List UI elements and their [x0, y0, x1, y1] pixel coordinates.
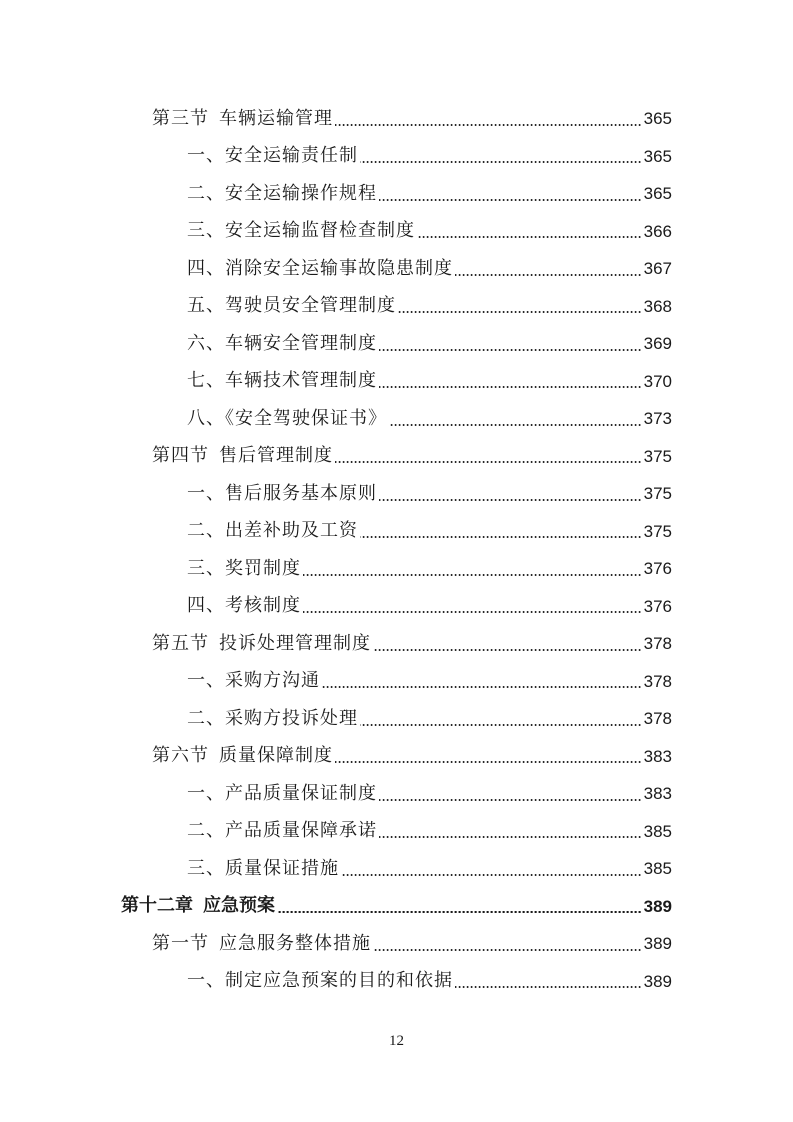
toc-entry-page: 368: [643, 296, 672, 316]
toc-entry-title: 《安全驾驶保证书》: [225, 407, 387, 429]
toc-entry-number: 二、: [187, 707, 225, 729]
toc-entry-page: 375: [643, 484, 672, 504]
dot-leader: [360, 536, 642, 538]
toc-entry-title: 质量保障制度: [219, 745, 333, 767]
toc-entry-page: 389: [643, 896, 672, 916]
toc-entry[interactable]: [0, 475, 793, 513]
toc-entry-page: 376: [643, 559, 672, 579]
toc-entry-title: 产品质量保证制度: [225, 782, 377, 804]
toc-entry-title: 奖罚制度: [225, 557, 301, 579]
toc-entry[interactable]: [0, 700, 793, 738]
dot-leader: [341, 874, 642, 876]
toc-entry-title: 车辆运输管理: [219, 107, 333, 129]
toc-entry-number: 第一节: [152, 932, 209, 954]
dot-leader: [373, 649, 642, 651]
toc-entry[interactable]: [0, 813, 793, 851]
toc-entry[interactable]: [0, 625, 793, 663]
toc-entry-number: 一、: [187, 145, 225, 167]
dot-leader: [322, 686, 642, 688]
dot-leader: [360, 161, 642, 163]
toc-entry-number: 八、: [187, 407, 225, 429]
toc-entry-title: 售后服务基本原则: [225, 482, 377, 504]
toc-entry-page: 378: [643, 709, 672, 729]
toc-entry[interactable]: [0, 288, 793, 326]
toc-entry-number: 一、: [187, 482, 225, 504]
toc-entry[interactable]: [0, 250, 793, 288]
toc-entry-number: 一、: [187, 670, 225, 692]
toc-entry-page: 365: [643, 109, 672, 129]
toc-entry-title: 驾驶员安全管理制度: [225, 295, 396, 317]
dot-leader: [379, 349, 642, 351]
toc-entry-number: 二、: [187, 182, 225, 204]
toc-entry-title: 采购方投诉处理: [225, 707, 358, 729]
toc-entry-label: [152, 632, 371, 654]
toc-entry-number: 一、: [187, 782, 225, 804]
toc-entry-label: [187, 522, 358, 540]
toc-entry-title: 采购方沟通: [225, 670, 320, 692]
toc-entry[interactable]: [0, 925, 793, 963]
toc-entry-page: 373: [643, 409, 672, 429]
toc-entry[interactable]: [0, 325, 793, 363]
dot-leader: [379, 799, 642, 801]
dot-leader: [303, 611, 642, 613]
toc-entry-label: [187, 297, 396, 315]
toc-entry-number: 一、: [187, 970, 225, 992]
dot-leader: [455, 986, 642, 988]
toc-entry-page: 383: [643, 784, 672, 804]
toc-entry-page: 375: [643, 446, 672, 466]
toc-entry-number: 六、: [187, 332, 225, 354]
toc-entry[interactable]: [0, 513, 793, 551]
toc-entry-title: 应急服务整体措施: [219, 932, 371, 954]
toc-entry[interactable]: [0, 213, 793, 251]
toc-entry[interactable]: [0, 138, 793, 176]
dot-leader: [389, 424, 642, 426]
dot-leader: [335, 761, 642, 763]
toc-entry[interactable]: [0, 588, 793, 626]
dot-leader: [379, 386, 642, 388]
toc-entry-number: 三、: [187, 557, 225, 579]
dot-leader: [398, 311, 642, 313]
toc-entry-number: 五、: [187, 295, 225, 317]
toc-entry-title: 投诉处理管理制度: [219, 632, 371, 654]
toc-entry-label: [187, 372, 377, 390]
toc-entry-page: 375: [643, 521, 672, 541]
toc-entry[interactable]: [0, 400, 793, 438]
dot-leader: [417, 236, 642, 238]
dot-leader: [379, 499, 642, 501]
toc-entry-title: 应急预案: [203, 895, 275, 917]
dot-leader: [335, 461, 642, 463]
toc-entry-title: 产品质量保障承诺: [225, 820, 377, 842]
dot-leader: [335, 124, 642, 126]
toc-entry-page: 365: [643, 146, 672, 166]
toc-entry-label: [152, 447, 333, 465]
toc-entry-number: 二、: [187, 520, 225, 542]
toc-entry-label: [152, 932, 371, 954]
toc-entry-title: 质量保证措施: [225, 857, 339, 879]
toc-entry-label: [187, 222, 415, 240]
page-number: 12: [389, 1033, 404, 1049]
toc-entry-title: 安全运输监督检查制度: [225, 220, 415, 242]
toc-entry-title: 消除安全运输事故隐患制度: [225, 257, 453, 279]
toc-entry[interactable]: [0, 888, 793, 926]
toc-entry-number: 四、: [187, 595, 225, 617]
toc-entry[interactable]: [0, 738, 793, 776]
toc-entry[interactable]: [0, 363, 793, 401]
toc-entry-number: 七、: [187, 370, 225, 392]
toc-entry-page: 365: [643, 184, 672, 204]
toc-entry-number: 第十二章: [121, 895, 193, 917]
toc-entry-number: 第三节: [152, 107, 209, 129]
toc-entry-label: [187, 782, 377, 804]
toc-entry-number: 二、: [187, 820, 225, 842]
toc-entry-number: 第五节: [152, 632, 209, 654]
toc-entry-page: 389: [643, 934, 672, 954]
toc-entry[interactable]: [0, 775, 793, 813]
toc-entry-label: [187, 257, 453, 279]
dot-leader: [277, 911, 642, 913]
toc-entry-page: 385: [643, 859, 672, 879]
toc-entry-page: 367: [643, 259, 672, 279]
toc-entry-label: [187, 672, 320, 690]
toc-entry-label: [187, 482, 377, 504]
toc-entry-page: 366: [643, 221, 672, 241]
toc-entry-label: [187, 707, 358, 729]
toc-entry[interactable]: [0, 550, 793, 588]
toc-entry-label: [187, 182, 377, 204]
toc-entry-label: [187, 597, 301, 615]
toc-entry[interactable]: [0, 438, 793, 476]
toc-entry-title: 车辆安全管理制度: [225, 332, 377, 354]
toc-entry-number: 四、: [187, 257, 225, 279]
toc-entry-page: 370: [643, 371, 672, 391]
toc-entry-title: 制定应急预案的目的和依据: [225, 970, 453, 992]
dot-leader: [379, 199, 642, 201]
toc-entry[interactable]: [0, 850, 793, 888]
toc-entry-label: [187, 407, 387, 429]
table-of-contents: [0, 100, 793, 1000]
dot-leader: [360, 724, 642, 726]
toc-entry-label: [187, 972, 453, 990]
toc-entry-title: 出差补助及工资: [225, 520, 358, 542]
toc-entry-page: 378: [643, 634, 672, 654]
toc-entry-title: 安全运输操作规程: [225, 182, 377, 204]
toc-entry-number: 第四节: [152, 445, 209, 467]
toc-entry-title: 考核制度: [225, 595, 301, 617]
dot-leader: [379, 836, 642, 838]
toc-entry-title: 售后管理制度: [219, 445, 333, 467]
toc-entry[interactable]: [0, 963, 793, 1001]
toc-entry[interactable]: [0, 175, 793, 213]
toc-entry-page: 369: [643, 334, 672, 354]
toc-entry-title: 安全运输责任制: [225, 145, 358, 167]
toc-entry-page: 389: [643, 971, 672, 991]
toc-entry-label: [152, 747, 333, 765]
toc-entry-label: [187, 822, 377, 840]
toc-entry-label: [187, 557, 301, 579]
toc-entry[interactable]: [0, 663, 793, 701]
toc-entry-label: [187, 857, 339, 879]
toc-entry-number: 三、: [187, 857, 225, 879]
toc-entry-label: [152, 107, 333, 129]
toc-entry-page: 378: [643, 671, 672, 691]
dot-leader: [373, 949, 642, 951]
toc-entry-label: [187, 332, 377, 354]
toc-entry-page: 385: [643, 821, 672, 841]
toc-entry-page: 376: [643, 596, 672, 616]
toc-entry-label: [121, 897, 275, 915]
toc-entry-page: 383: [643, 746, 672, 766]
toc-entry-number: 第六节: [152, 745, 209, 767]
toc-entry-label: [187, 147, 358, 165]
dot-leader: [303, 574, 642, 576]
dot-leader: [455, 274, 642, 276]
toc-entry[interactable]: [0, 100, 793, 138]
toc-entry-number: 三、: [187, 220, 225, 242]
toc-entry-title: 车辆技术管理制度: [225, 370, 377, 392]
